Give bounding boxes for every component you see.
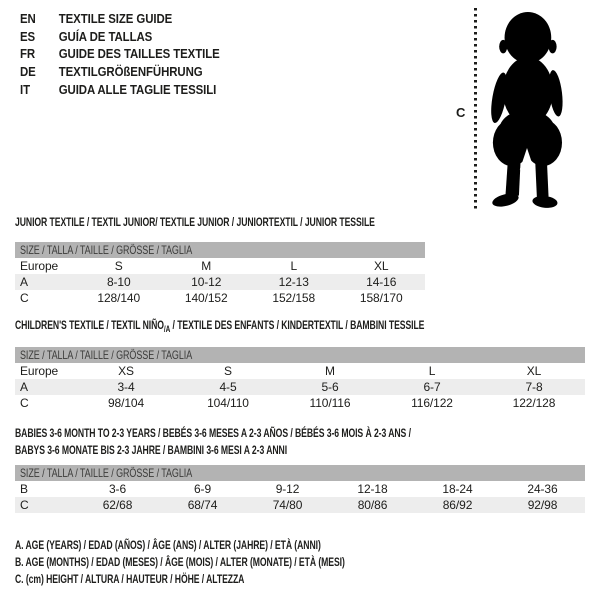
language-code: FR	[20, 46, 36, 62]
value-cell: 3-4	[117, 380, 135, 394]
size-cell: L	[428, 364, 436, 378]
value-cell: 110/116	[309, 396, 351, 410]
junior-size-table	[15, 242, 425, 306]
footnote-b: B. AGE (MONTHS) / EDAD (MESES) / ÂGE (MOIS) / ALTER (MONATE) / ETÀ (MESI)	[15, 554, 345, 569]
language-row-it	[20, 80, 220, 98]
language-row-de	[20, 63, 220, 81]
title-line-1: BABIES 3-6 MONTH TO 2-3 YEARS / BEBÉS 3-6 MESES A 2-3 AÑOS / BÉBÉS 3-6 MOIS À 2-3 ANS /	[15, 426, 411, 440]
value-cell: 10-12	[191, 275, 222, 289]
size-cell: M	[325, 364, 335, 378]
table-row	[15, 395, 585, 411]
size-cell: M	[201, 259, 212, 273]
size-cell: XL	[526, 364, 542, 378]
row-label: C	[20, 396, 29, 410]
row-label: Europe	[20, 259, 59, 273]
value-cell: 6-9	[193, 482, 212, 496]
language-code: EN	[20, 11, 36, 27]
table-row	[15, 481, 585, 497]
row-label: A	[20, 380, 28, 394]
size-header-label: SIZE / TALLA / TAILLE / GRÖSSE / TAGLIA	[20, 348, 193, 362]
value-cell: 122/128	[512, 396, 556, 410]
language-row-en	[20, 10, 220, 28]
table-row	[15, 497, 585, 513]
size-header-label: SIZE / TALLA / TAILLE / GRÖSSE / TAGLIA	[20, 466, 193, 480]
row-label: Europe	[20, 364, 59, 378]
value-cell: 140/152	[184, 291, 228, 305]
language-code: ES	[20, 28, 36, 44]
language-title: TEXTILE SIZE GUIDE	[58, 11, 173, 27]
section-title-babies	[15, 426, 565, 459]
value-cell: 24-36	[527, 482, 558, 496]
value-cell: 5-6	[321, 380, 339, 394]
language-code: DE	[20, 64, 36, 80]
title-line-2: BABYS 3-6 MONATE BIS 2-3 JAHRE / BAMBINI 3-6 MESI A 2-3 ANNI	[15, 442, 288, 457]
section-title-junior: JUNIOR TEXTILE / TEXTIL JUNIOR/ TEXTILE JUNIOR / JUNIORTEXTIL / JUNIOR TESSILE	[15, 215, 375, 229]
value-cell: 158/170	[359, 291, 403, 305]
size-cell: S	[114, 259, 123, 273]
babies-size-table	[15, 465, 585, 513]
value-cell: 18-24	[442, 482, 473, 496]
table-row	[15, 258, 425, 274]
value-cell: 74/80	[272, 498, 303, 512]
size-cell: L	[290, 259, 298, 273]
footnote-legend	[15, 536, 473, 587]
footnote-a: A. AGE (YEARS) / EDAD (AÑOS) / ÂGE (ANS) / ALTER (JAHRE) / ETÀ (ANNI)	[15, 537, 321, 552]
value-cell: 6-7	[423, 380, 441, 394]
language-row-es	[20, 28, 220, 46]
row-label: C	[20, 498, 29, 512]
size-header-bar	[15, 242, 425, 258]
language-title: GUIDA ALLE TAGLIE TESSILI	[58, 81, 217, 97]
language-title: TEXTILGRÖßENFÜHRUNG	[58, 64, 203, 80]
language-list	[20, 10, 247, 98]
value-cell: 98/104	[107, 396, 145, 410]
footnote-c: C. (cm) HEIGHT / ALTURA / HAUTEUR / HÖHE / ALTEZZA	[15, 571, 245, 586]
title-subscript: /A	[163, 323, 171, 334]
title-text: CHILDREN'S TEXTILE / TEXTIL NIÑO	[15, 318, 164, 332]
value-cell: 152/158	[272, 291, 316, 305]
language-row-fr	[20, 45, 220, 63]
value-cell: 92/98	[527, 498, 558, 512]
value-cell: 8-10	[106, 275, 131, 289]
value-cell: 14-16	[366, 275, 397, 289]
table-row	[15, 363, 585, 379]
baby-silhouette-icon	[482, 8, 572, 210]
value-cell: 68/74	[187, 498, 218, 512]
height-measure-dashed-line	[474, 8, 477, 209]
size-cell: XS	[118, 364, 134, 378]
value-cell: 9-12	[275, 482, 300, 496]
size-cell: S	[224, 364, 232, 378]
language-title: GUIDE DES TAILLES TEXTILE	[58, 46, 220, 62]
value-cell: 80/86	[357, 498, 388, 512]
value-cell: 128/140	[97, 291, 141, 305]
row-label: A	[20, 275, 28, 289]
row-label: C	[20, 291, 29, 305]
value-cell: 86/92	[442, 498, 473, 512]
size-header-label: SIZE / TALLA / TAILLE / GRÖSSE / TAGLIA	[20, 243, 193, 257]
row-label: B	[20, 482, 28, 496]
value-cell: 3-6	[108, 482, 127, 496]
size-header-bar	[15, 347, 585, 363]
children-size-table	[15, 347, 585, 411]
language-title: GUÍA DE TALLAS	[58, 28, 153, 44]
language-code: IT	[20, 81, 30, 97]
value-cell: 62/68	[102, 498, 133, 512]
table-row	[15, 274, 425, 290]
value-cell: 12-13	[278, 275, 309, 289]
height-measure-label: C	[456, 105, 466, 120]
table-row	[15, 290, 425, 306]
title-text: / TEXTILE DES ENFANTS / KINDERTEXTIL / BAMBINI TESSILE	[170, 318, 425, 332]
value-cell: 7-8	[525, 380, 543, 394]
size-header-bar	[15, 465, 585, 481]
value-cell: 12-18	[357, 482, 388, 496]
size-cell: XL	[374, 259, 389, 273]
value-cell: 104/110	[207, 396, 249, 410]
section-title-children	[15, 318, 424, 332]
table-row	[15, 379, 585, 395]
value-cell: 116/122	[411, 396, 453, 410]
value-cell: 4-5	[219, 380, 237, 394]
